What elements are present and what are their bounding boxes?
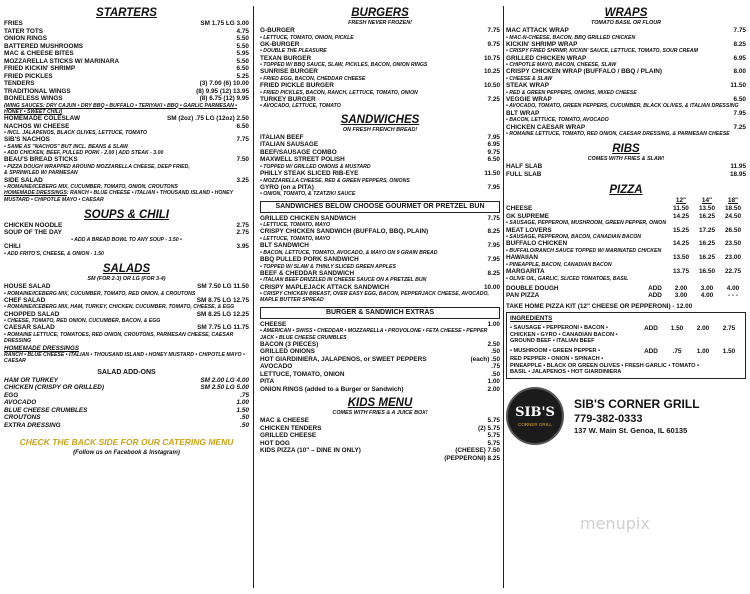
bread-bowl-note: • ADD A BREAD BOWL TO ANY SOUP - 3.50 •	[71, 236, 182, 243]
menu-item: TEXAN BURGER 10.75	[260, 54, 500, 62]
sandwiches-title: SANDWICHES	[340, 113, 420, 126]
menu-item: CHICKEN TENDERS (2) 5.75	[260, 424, 500, 432]
item-desc: • LETTUCE, TOMATO, MAYO	[260, 222, 331, 229]
menu-item: HOT DOG 5.75	[260, 439, 500, 447]
ribs-title: RIBS	[612, 143, 640, 156]
menu-item: MAC ATTACK WRAP 7.75	[506, 27, 746, 34]
pizza-item: GK SUPREME 14.25 16.25 24.50	[506, 212, 741, 220]
menu-item: (PEPPERONI) 8.25	[444, 454, 500, 462]
menu-item: FRIES SM 1.75 LG 3.00	[4, 20, 249, 27]
menu-item: MAC & CHEESE 5.75	[260, 417, 500, 425]
nachos-desc: • INCL. JALAPENOS, BLACK OLIVES, LETTUCE, TOMATO	[4, 130, 148, 137]
restaurant-name: SIB'S CORNER GRILL	[574, 397, 700, 412]
item-desc: • BACON, LETTUCE, TOMATO, AVOCADO, & MAYO ON 9 GRAIN BREAD	[260, 249, 438, 256]
pizza-size-header	[506, 197, 746, 205]
column-right	[506, 4, 746, 590]
item-desc: • TOPPED W/ SLAW & THINLY SLICED GREEN APPLES	[260, 263, 396, 270]
kids-subtitle: COMES WITH FRIES & A JUICE BOX!	[332, 410, 428, 417]
item-desc: • LETTUCE, TOMATO, MAYO	[260, 235, 331, 242]
menu-item: GK-BURGER 9.75	[260, 40, 500, 48]
item-desc: • MAC-N-CHEESE, BACON, BBQ GRILLED CHICKEN	[506, 34, 636, 41]
catering-note: CHECK THE BACK SIDE FOR OUR CATERING MENU	[19, 437, 234, 448]
item-desc: • PINEAPPLE, BACON, CANADIAN BACON	[506, 261, 612, 268]
menu-item: MAXWELL STREET POLISH 6.50	[260, 156, 500, 164]
menu-item: TATER TOTS 4.75	[4, 27, 249, 35]
item-desc: • ROMAINE LETTUCE, TOMATOES, RED ONION, CROUTONS, PARMESAN CHEESE, CAESAR DRESSING	[4, 331, 234, 345]
menu-item: BATTERED MUSHROOMS 5.50	[4, 42, 249, 50]
addons-title: SALAD ADD-ONS	[97, 368, 156, 376]
salad-dressings: RANCH • BLUE CHEESE • ITALIAN • THOUSAND ISLAND • HONEY MUSTARD • CHIPOTLE MAYO • CAESAR	[4, 352, 245, 365]
restaurant-footer	[506, 387, 746, 445]
pizza-item: MARGARITA 13.75 16.50 22.75	[506, 268, 741, 276]
follow-note: (Follow us on Facebook & Instagram)	[73, 450, 180, 457]
column-middle	[260, 4, 500, 590]
menu-item: GRILLED CHEESE 5.75	[260, 432, 500, 440]
pizza-item: MEAT LOVERS 15.25 17.25 26.50	[506, 226, 741, 234]
pizza-option: DOUBLE DOUGH ADD 2.00 3.00 4.00	[506, 284, 740, 292]
pizza-item: CHEESE 11.50 13.50 18.50	[506, 205, 741, 213]
item-desc: • ROMAINE/ICEBERG MIX, HAM, TURKEY, CHICKEN, CUCUMBER, TOMATO, CHEESE, & EGG	[4, 304, 235, 311]
pizza-item: HAWAIIAN 13.50 16.25 23.00	[506, 254, 741, 262]
ingredients-group-2: • MUSHROOM • GREEN PEPPER • ADD .75 1.00 1.50	[510, 348, 736, 356]
menu-item: TURKEY BURGER 7.25	[260, 95, 500, 103]
menu-item: SUNRISE BURGER 10.25	[260, 68, 500, 76]
wraps-title: WRAPS	[604, 7, 648, 19]
menu-item: LETTUCE, TOMATO, ONION .50	[260, 370, 500, 378]
salads-subtitle: SM (FOR 2-3) OR LG (FOR 3-4)	[87, 276, 166, 283]
kids-title: KIDS MENU	[347, 397, 413, 410]
column-divider	[503, 6, 504, 588]
restaurant-phone[interactable]: 779-382-0333	[574, 413, 643, 426]
menu-item: GYRO (on a PITA) 7.95	[260, 183, 500, 191]
menu-item: NACHOS W/ CHEESE 6.50	[4, 122, 249, 130]
item-desc: • CHIPOTLE MAYO, BACON, CHEESE, SLAW	[506, 62, 617, 69]
menu-item: FRIED PICKLE BURGER 10.50	[260, 82, 500, 90]
item-desc: • ITALIAN BEEF DRIZZLED IN CHEESE SAUCE ON A PRETZEL BUN	[260, 277, 427, 284]
item-desc: • FRIED PICKLES, BACON, RANCH, LETTUCE, TOMATO, ONION	[260, 89, 418, 96]
menu-item: AVOCADO .75	[260, 363, 500, 371]
restaurant-address: 137 W. Main St. Genoa, IL 60135	[574, 426, 688, 436]
item-desc: • LETTUCE, TOMATO, ONION, PICKLE	[260, 34, 354, 41]
menu-item: CHOPPED SALAD SM 8.25 LG 12.25	[4, 310, 249, 318]
menu-item: BEEF/SAUSAGE COMBO 9.75	[260, 148, 500, 156]
menu-item: BLT SANDWICH 7.95	[260, 242, 500, 250]
menu-item: CHEF SALAD SM 8.75 LG 12.75	[4, 296, 249, 304]
menu-item: AVOCADO 1.00	[4, 399, 249, 407]
item-desc: • CRISPY CHICKEN BREAST, OVER EASY EGG, BACON, PEPPERJACK CHEESE, AVOCADO, MAPLE BUTTER SPREAD	[260, 291, 489, 304]
menu-item: CAESAR SALAD SM 7.75 LG 11.75	[4, 324, 249, 332]
menu-item: FULL SLAB 18.95	[506, 170, 746, 178]
menu-item: CHICKEN CAESAR WRAP 7.25	[506, 123, 746, 131]
item-desc: • ROMAINE LETTUCE, TOMATO, RED ONION, CAESAR DRESSING, & PARMESAN CHEESE	[506, 131, 730, 138]
item-desc: • SAUSAGE, PEPPERONI, MUSHROOM, GREEN PEPPER, ONION	[506, 220, 667, 227]
menu-item: HAM OR TURKEY SM 2.00 LG 4.00	[4, 376, 249, 384]
menu-item: TENDERS (3) 7.00 (6) 10.00	[4, 80, 249, 87]
item-desc: & SPRINKLED W/ PARMESAN	[4, 170, 78, 177]
menu-item: CROUTONS .50	[4, 414, 249, 422]
item-desc: • ONION, TOMATO, & TZATZIKI SAUCE	[260, 191, 356, 198]
salads-title: SALADS	[102, 263, 151, 276]
menu-item: ONION RINGS 5.50	[4, 35, 249, 42]
menu-item: PITA 1.00	[260, 378, 500, 386]
menu-item: TRADITIONAL WINGS (8) 9.95 (12) 13.95	[4, 87, 249, 95]
extras-header: BURGER & SANDWICH EXTRAS	[260, 307, 500, 319]
item-desc: • OLIVE OIL, GARLIC, SLICED TOMATOES, BASIL	[506, 275, 629, 282]
menu-item: KICKIN' SHRIMP WRAP 8.25	[506, 40, 746, 48]
menu-item: BEEF & CHEDDAR SANDWICH 8.25	[260, 269, 500, 277]
menu-item: BLT WRAP 7.95	[506, 109, 746, 117]
starters-title: STARTERS	[96, 7, 157, 19]
menu-item: CHICKEN NOODLE 2.75	[4, 221, 249, 229]
item-desc: • ROMAINE/ICEBERG MIX, CUCUMBER, TOMATO, ONION, CROUTONS	[4, 184, 178, 191]
item-desc: • FRIED EGG, BACON, CHEDDAR CHEESE	[260, 75, 366, 82]
column-left	[4, 4, 249, 590]
menu-item: MAC & CHEESE BITES 5.95	[4, 50, 249, 57]
pizza-title: PIZZA	[609, 184, 643, 197]
pizza-item: BUFFALO CHICKEN 14.25 16.25 23.50	[506, 240, 741, 248]
item-desc: • AVOCADO, TOMATO, GREEN PEPPERS, CUCUMBER, BLACK OLIVES, & ITALIAN DRESSING	[506, 103, 739, 110]
item-desc: • AMERICAN • SWISS • CHEDDAR • MOZZARELLA • PROVOLONE • FETA CHEESE • PEPPER JACK • BLUE CHEESE CRUMBLES	[260, 328, 488, 341]
ingredients-box: INGREDIENTS • SAUSAGE • PEPPERONI • BACON • CHICKEN • GYRO • CANADIAN BACON • GROUND BEEF • ITALIAN BEEF ADD 1.50 2.00 2.75 • MUSHROOM • GREEN PEPPER • ADD .75 1.00 1.50 RED PEPPER • ONION • SPINACH • PINEAPPLE • BLACK OR GREEN OLIVES • FRESH GARLIC • TOMATO • BASIL • JALAPENOS • HOT GIARDINIERA	[506, 312, 746, 379]
menu-item: SOUP OF THE DAY 2.75	[4, 229, 249, 237]
menu-item: EXTRA DRESSING .50	[4, 421, 249, 429]
menu-item: VEGGIE WRAP 6.50	[506, 95, 746, 103]
item-desc: • RED & GREEN PEPPERS, ONIONS, MIXED CHEESE	[506, 89, 637, 96]
salad-dressings-label: HOMEMADE DRESSINGS	[4, 344, 79, 352]
gourmet-header: SANDWICHES BELOW CHOOSE GOURMET OR PRETZEL BUN	[260, 201, 500, 213]
menu-item: CHICKEN (CRISPY OR GRILLED) SM 2.50 LG 5.00	[4, 384, 249, 392]
ingredients-group-1: • SAUSAGE • PEPPERONI • BACON • CHICKEN • GYRO • CANADIAN BACON • GROUND BEEF • ITALIAN BEEF ADD 1.50 2.00 2.75	[510, 324, 736, 345]
size-14: 14"	[701, 197, 713, 205]
take-home-kit: TAKE HOME PIZZA KIT (12" CHEESE OR PEPPERONI) - 12.00	[506, 302, 693, 310]
menu-item: HALF SLAB 11.95	[506, 163, 746, 171]
menu-item: BBQ PULLED PORK SANDWICH 7.95	[260, 256, 500, 264]
menu-item: BEAU'S BREAD STICKS 7.50	[4, 156, 249, 164]
ribs-subtitle: COMES WITH FRIES & SLAW!	[587, 156, 665, 163]
menu-item: CHILI 3.95	[4, 243, 249, 251]
menu-item: G-BURGER 7.75	[260, 27, 500, 34]
soups-title: SOUPS & CHILI	[84, 208, 169, 221]
item-desc: • DOUBLE THE PLEASURE	[260, 48, 327, 55]
item-desc: • CRISPY FRIED SHRIMP, KICKIN' SAUCE, LETTUCE, TOMATO, SOUR CREAM	[506, 48, 698, 55]
item-desc: • CHEESE & SLAW	[506, 75, 553, 82]
menu-item: CRISPY CHICKEN WRAP (BUFFALO / BBQ / PLAIN) 8.00	[506, 68, 746, 76]
item-desc: • BACON, LETTUCE, TOMATO, AVOCADO	[506, 117, 609, 124]
item-desc: • SAUSAGE, PEPPERONI, BACON, CANADIAN BACON	[506, 234, 641, 241]
menu-item: HOUSE SALAD SM 7.50 LG 11.50	[4, 283, 249, 291]
menu-item: CRISPY CHICKEN SANDWICH (BUFFALO, BBQ, PLAIN) 8.25	[260, 228, 500, 236]
item-desc: • CHEESE, TOMATO, RED ONION, CUCUMBER, BACON, & EGG	[4, 318, 161, 325]
menu-item: PHILLY STEAK SLICED RIB-EYE 11.50	[260, 170, 500, 178]
item-desc: • MOZZARELLA CHEESE, RED & GREEN PEPPERS, ONIONS	[260, 177, 410, 184]
menu-item: STEAK WRAP 11.50	[506, 82, 746, 90]
menu-item: FRIED KICKIN' SHRIMP 6.50	[4, 65, 249, 72]
wraps-subtitle: TOMATO BASIL OR FLOUR	[591, 20, 661, 26]
menu-item: BLUE CHEESE CRUMBLES 1.50	[4, 406, 249, 414]
menu-item: GRILLED ONIONS .50	[260, 348, 500, 356]
menu-item: HOT GIARDINIERA, JALAPENOS, or SWEET PEPPERS (each) .50	[260, 355, 500, 363]
item-desc: • PIZZA DOUGH WRAPPED AROUND MOZZARELLA CHEESE, DEEP FRIED,	[4, 163, 190, 170]
pizza-option: PAN PIZZA ADD 3.00 4.00 - - -	[506, 292, 738, 300]
ingredients-label: INGREDIENTS	[510, 315, 553, 323]
menu-item: SIDE SALAD 3.25	[4, 176, 249, 184]
menu-item: ITALIAN SAUSAGE 6.95	[260, 141, 500, 149]
menu-item: ITALIAN BEEF 7.95	[260, 133, 500, 141]
burgers-subtitle: FRESH NEVER FROZEN!	[348, 20, 412, 26]
item-desc: • AVOCADO, LETTUCE, TOMATO	[260, 103, 341, 110]
item-desc: • ADD CHICKEN, BEEF, PULLED PORK - 2.00 | ADD STEAK - 3.00	[4, 150, 164, 157]
item-desc: • TOPPED W/ BBQ SAUCE, SLAW, PICKLES, BACON, ONION RINGS	[260, 62, 428, 69]
restaurant-logo: SIB'S CORNER GRILL	[506, 387, 564, 445]
menu-item: MOZZARELLA STICKS W/ MARINARA 5.50	[4, 57, 249, 65]
menu-item: BONELESS WINGS (8) 6.75 (12) 9.95	[4, 95, 249, 102]
item-desc: • SAME AS "NACHOS" BUT INCL. BEANS & SLAW	[4, 143, 128, 150]
menu-item: GRILLED CHICKEN SANDWICH 7.75	[260, 214, 500, 222]
item-desc: • BUFFALO/RANCH SAUCE TOPPED W/ MARINATED CHICKEN	[506, 247, 662, 254]
starters-dressings: HOMEMADE DRESSINGS: RANCH • BLUE CHEESE • ITALIAN • THOUSAND ISLAND • HONEY MUSTARD • CHIPOTLE MAYO • CAESAR	[4, 190, 234, 203]
menu-item: ONION RINGS (added to a Burger or Sandwich) 2.00	[260, 385, 500, 393]
menu-item: HOMEMADE COLESLAW SM (2oz) .75 LG (12oz) 2.50	[4, 115, 249, 123]
item-desc: • TOPPED W/ GRILLED ONIONS & MUSTARD	[260, 163, 371, 170]
size-18: 18"	[727, 197, 739, 205]
size-12: 12"	[675, 197, 687, 205]
menu-item: GRILLED CHICKEN WRAP 6.95	[506, 54, 746, 62]
menu-item: SIB'S NACHOS 7.75	[4, 136, 249, 144]
wing-sauces: (WING SAUCES: DRY CAJUN • DRY BBQ • BUFFALO • TERIYAKI • BBQ • GARLIC PARMESAN • HONEY • SWEET CHILI)	[4, 102, 238, 115]
menu-item: BACON (3 PIECES) 2.50	[260, 340, 500, 348]
menu-item: CHEESE 1.00	[260, 320, 500, 328]
menu-item: EGG .75	[4, 391, 249, 399]
item-desc: • ADD FRITO'S, CHEESE, & ONION - 1.50	[4, 250, 104, 257]
menu-item: CRISPY MAPLEJACK ATTACK SANDWICH 10.00	[260, 283, 500, 291]
menu-item: FRIED PICKLES 5.25	[4, 72, 249, 80]
menu-item: KIDS PIZZA (10" – DINE IN ONLY) (CHEESE) 7.50	[260, 447, 500, 455]
item-desc: • ROMAINE/ICEBERG MIX, CUCUMBER, TOMATO, RED ONION, & CROUTONS	[4, 290, 196, 297]
burgers-title: BURGERS	[351, 7, 409, 19]
sandwiches-subtitle: ON FRESH FRENCH BREAD!	[342, 126, 418, 133]
column-divider	[253, 6, 254, 588]
watermark: menupix	[580, 514, 650, 533]
